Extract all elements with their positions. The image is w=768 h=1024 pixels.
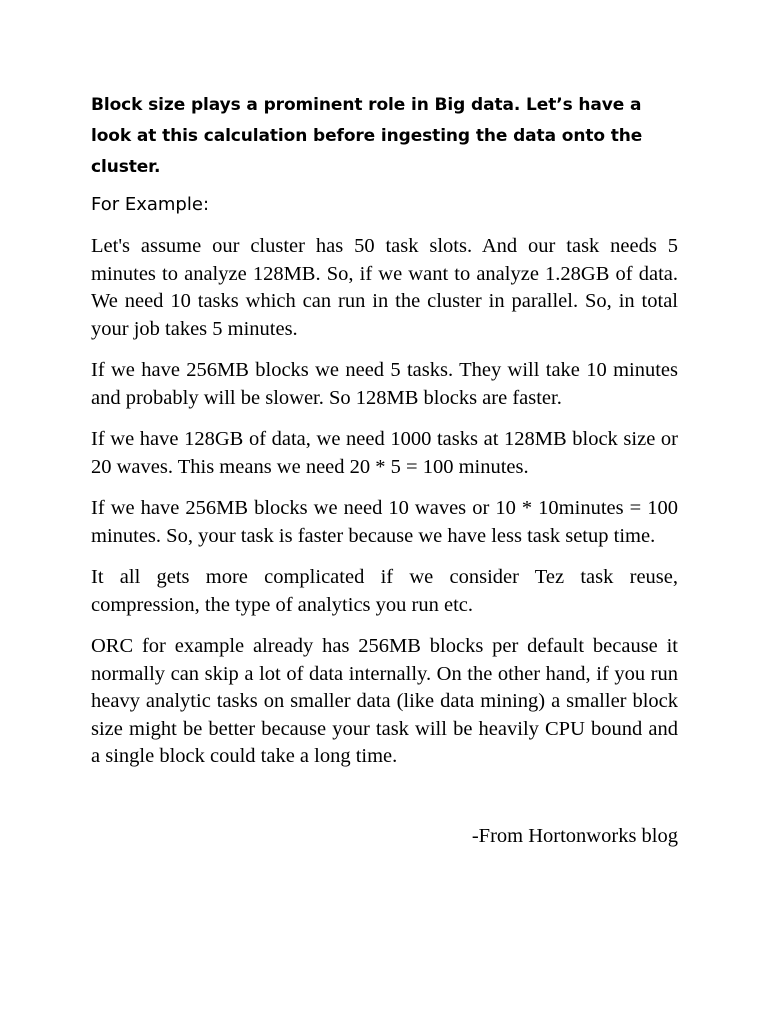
paragraph-128gb-data: If we have 128GB of data, we need 1000 tasks at 128MB block size or 20 waves. This means we need 20 * 5 = 100 minutes. — [91, 428, 678, 478]
document-heading: Block size plays a prominent role in Big data. Let’s have a look at this calculation before ingesting the data onto the cluster. — [91, 95, 643, 177]
paragraph-tez-reuse: It all gets more complicated if we consider Tez task reuse, compression, the type of analytics you run etc. — [91, 566, 678, 616]
paragraph-256mb-blocks: If we have 256MB blocks we need 5 tasks. They will take 10 minutes and probably will be slower. So 128MB blocks are faster. — [91, 359, 678, 409]
paragraph-orc-example: ORC for example already has 256MB blocks per default because it normally can skip a lot of data internally. On the other hand, if you run heavy analytic tasks on smaller data (like data mining) a smaller block size might be better because your task will be heavily CPU bound and a single block could take a long time. — [91, 635, 678, 767]
document-page — [91, 90, 678, 850]
attribution: -From Hortonworks blog — [471, 824, 678, 847]
paragraph-task-slots: Let's assume our cluster has 50 task slots. And our task needs 5 minutes to analyze 128MB. So, if we want to analyze 1.28GB of data. We need 10 tasks which can run in the cluster in parallel. So, in total your job takes 5 minutes. — [91, 235, 678, 340]
paragraph-10-waves: If we have 256MB blocks we need 10 waves or 10 * 10minutes = 100 minutes. So, your task is faster because we have less task setup time. — [91, 497, 678, 547]
example-label: For Example: — [91, 194, 210, 215]
